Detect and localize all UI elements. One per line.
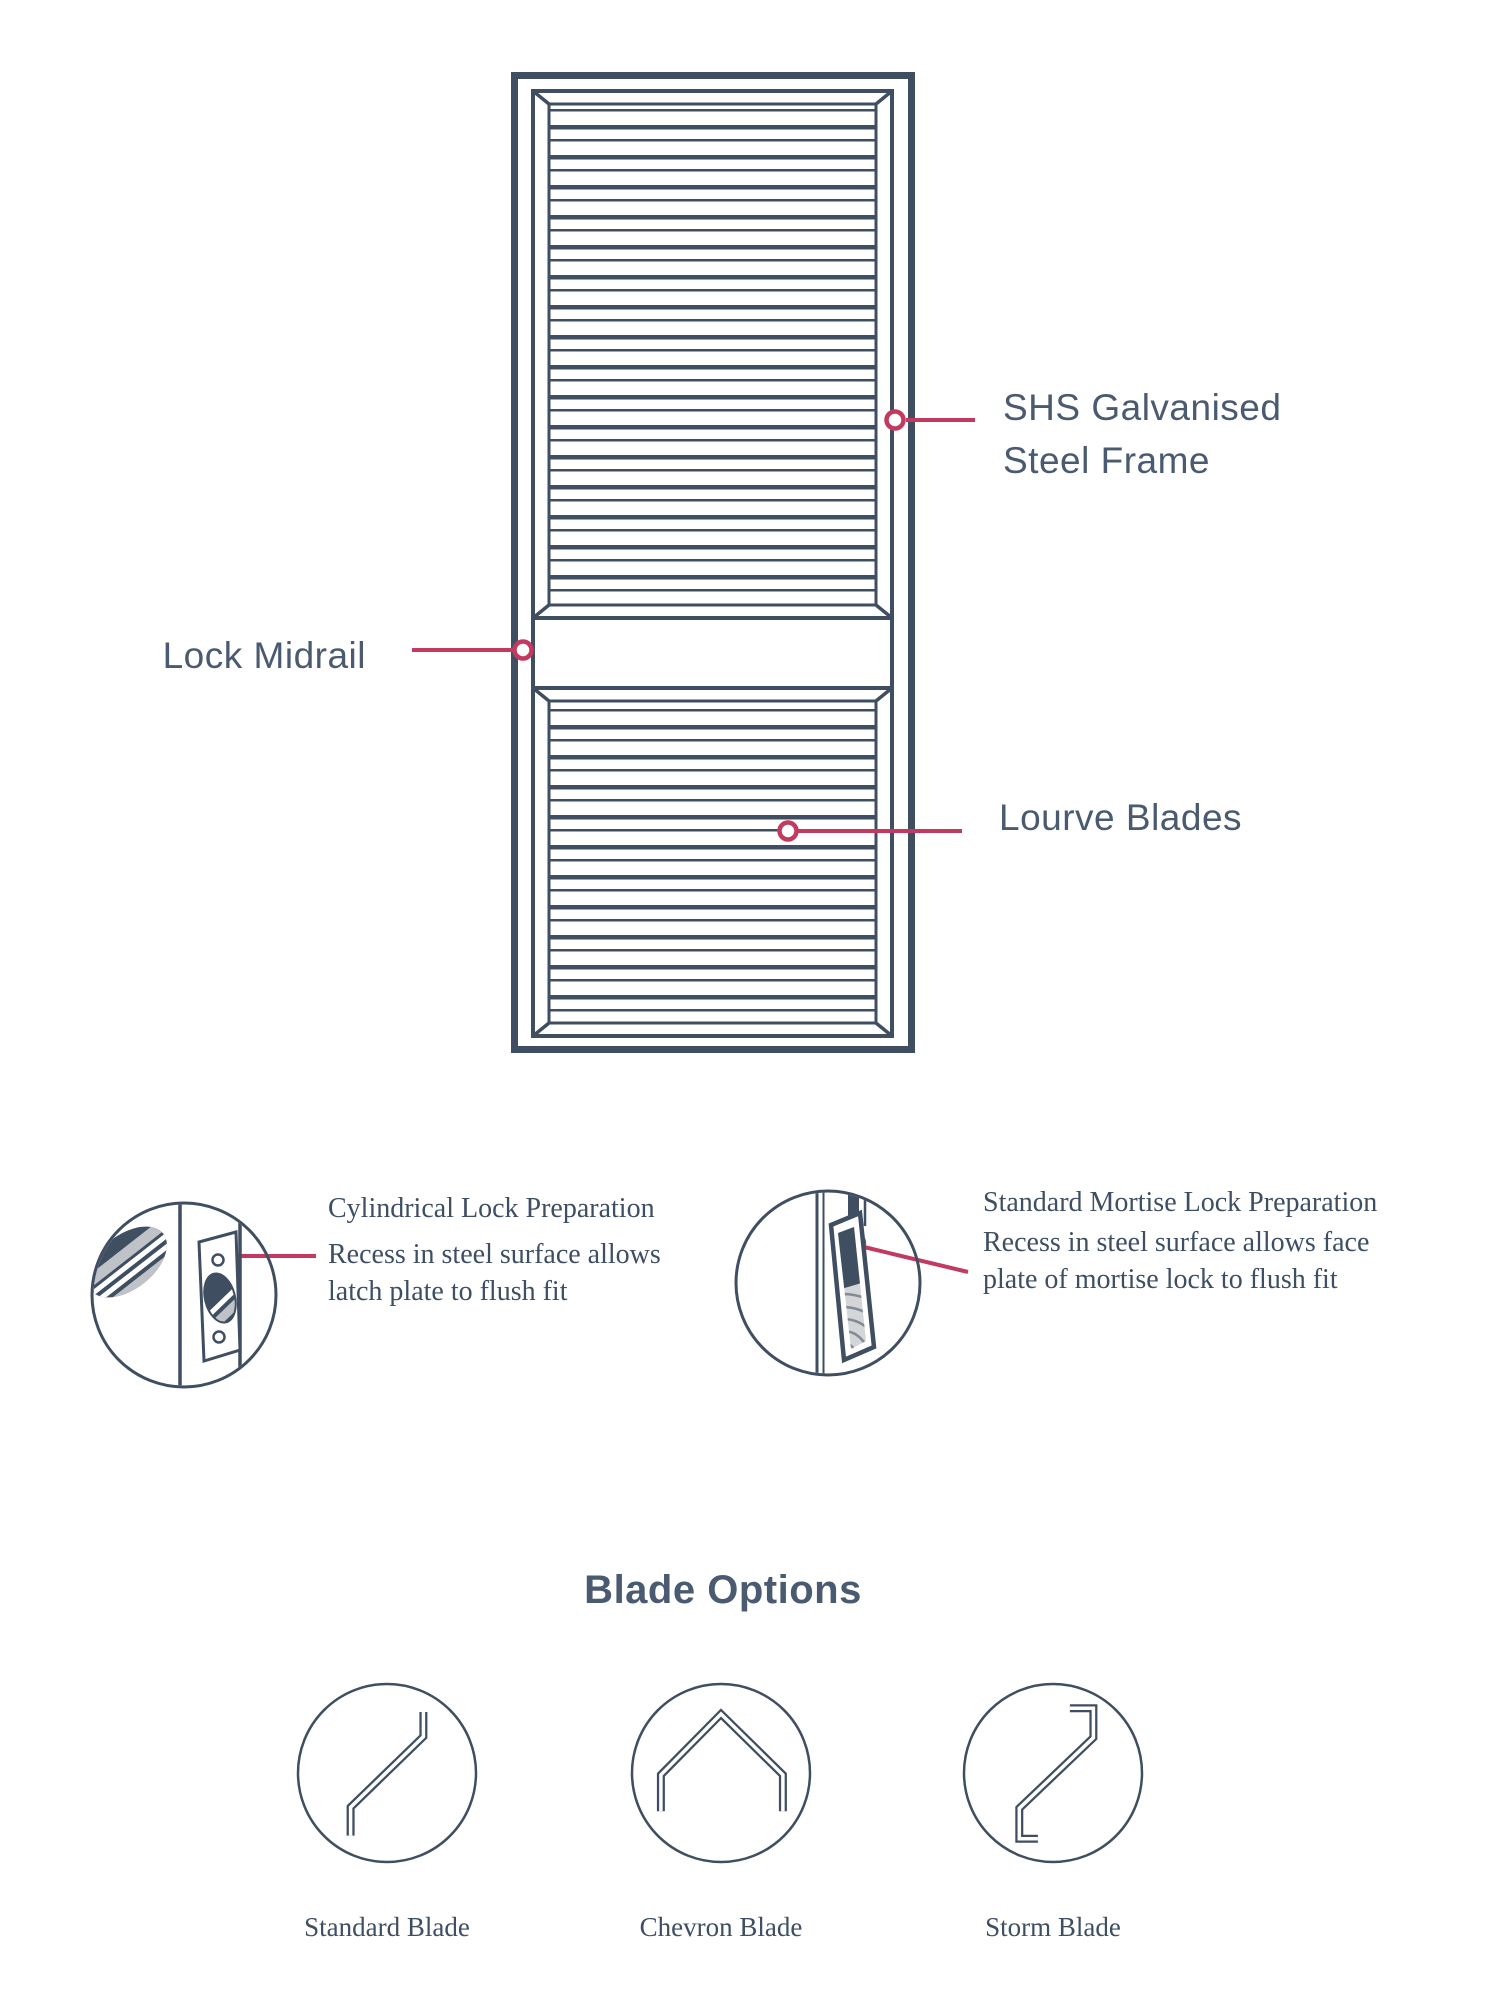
mortise-lock-description: Recess in steel surface allows face plate of mortise lock to flush fit	[983, 1227, 1370, 1295]
mortise-lock-illustration	[731, 1186, 925, 1380]
upper-louvre-panel	[549, 104, 876, 605]
cylindrical-lock-illustration	[87, 1198, 281, 1392]
chevron-blade-label: Chevron Blade	[639, 1912, 803, 1942]
screw-hole-bottom	[214, 1332, 225, 1343]
blade-options-title: Blade Options	[584, 1568, 862, 1612]
standard-blade-icon	[296, 1682, 478, 1864]
storm-blade-icon	[962, 1682, 1144, 1864]
mortise-lock-title: Standard Mortise Lock Preparation	[983, 1187, 1378, 1218]
chevron-blade-icon	[630, 1682, 812, 1864]
cylinder-bore	[87, 1208, 185, 1317]
standard-blade-label: Standard Blade	[304, 1912, 470, 1942]
storm-blade-label: Storm Blade	[985, 1912, 1121, 1942]
screw-hole-top	[213, 1255, 224, 1266]
lower-louvre-panel	[549, 701, 876, 1023]
louvre-door-drawing	[505, 65, 921, 1060]
label-steel-frame: SHS Galvanised Steel Frame	[1003, 387, 1282, 481]
cylindrical-lock-description: Recess in steel surface allows latch plate to flush fit	[328, 1239, 661, 1307]
cylindrical-lock-title: Cylindrical Lock Preparation	[328, 1193, 655, 1224]
label-lock-midrail: Lock Midrail	[162, 635, 366, 676]
label-louvre-blades: Lourve Blades	[999, 797, 1243, 838]
